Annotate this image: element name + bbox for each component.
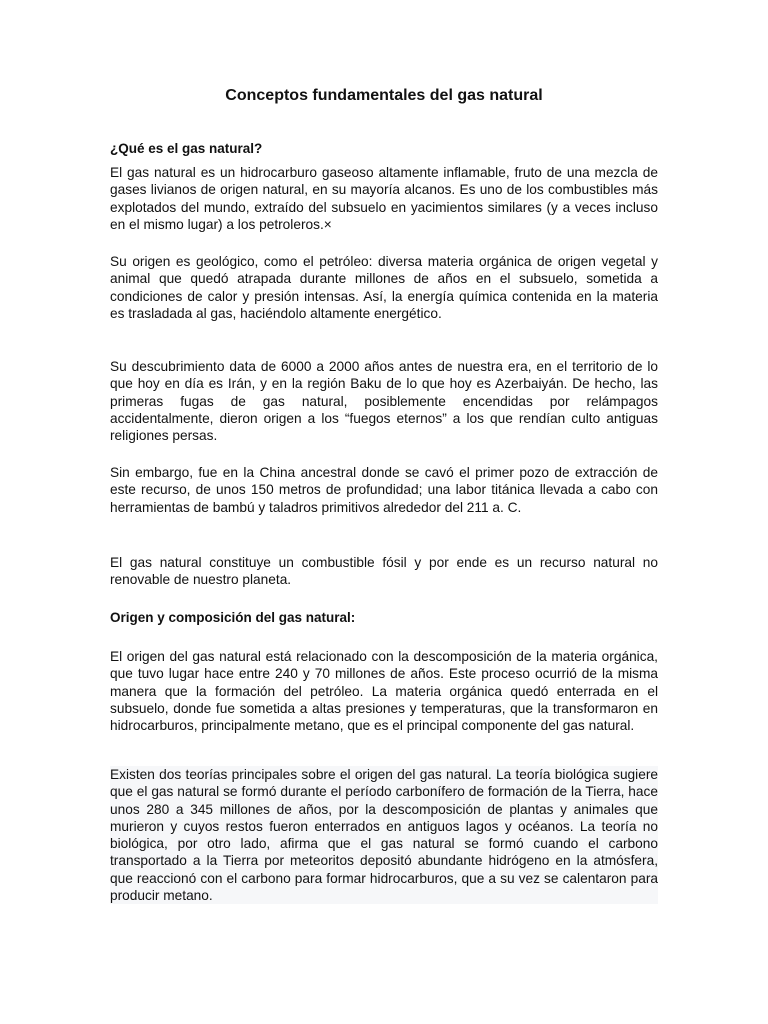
paragraph: Su descubrimiento data de 6000 a 2000 años antes de nuestra era, en el territorio de lo que hoy en día es Irán, y en la región Baku de lo que hoy es Azerbaiyán. De hecho, las primeras fugas de gas natural, posiblemente encendidas por relámpagos accidentalmente, dieron origen a los “fuegos eternos” a los que rendían culto antiguas religiones persas. bbox=[110, 359, 658, 444]
section-heading-que-es: ¿Qué es el gas natural? bbox=[110, 141, 263, 156]
paragraph: El gas natural es un hidrocarburo gaseoso altamente inflamable, fruto de una mezcla de gases livianos de origen natural, en su mayoría alcanos. Es uno de los combustibles más explotados del mundo, extraído del subsuelo en yacimientos similares (y a veces incluso en el mismo lugar) a los petroleros.× bbox=[110, 165, 658, 232]
document-title: Conceptos fundamentales del gas natural bbox=[225, 87, 543, 104]
paragraph: Su origen es geológico, como el petróleo: diversa materia orgánica de origen vegetal y animal que quedó atrapada durante millones de años en el subsuelo, sometida a condiciones de calor y presión intensas. Así, la energía química contenida en la materia es trasladada al gas, haciéndolo altamente energético. bbox=[110, 254, 658, 321]
section-heading-origen: Origen y composición del gas natural: bbox=[110, 610, 356, 625]
paragraph: El origen del gas natural está relacionado con la descomposición de la materia orgánica, que tuvo lugar hace entre 240 y 70 millones de años. Este proceso ocurrió de la misma manera que la formación del petróleo. La materia orgánica quedó enterrada en el subsuelo, donde fue sometida a altas presiones y temperaturas, que la transformaron en hidrocarburos, principalmente metano, que es el principal componente del gas natural. bbox=[110, 649, 658, 734]
paragraph: Sin embargo, fue en la China ancestral donde se cavó el primer pozo de extracción de este recurso, de unos 150 metros de profundidad; una labor titánica llevada a cabo con herramientas de bambú y taladros primitivos alrededor del 211 a. C. bbox=[110, 465, 658, 515]
paragraph: El gas natural constituye un combustible fósil y por ende es un recurso natural no renovable de nuestro planeta. bbox=[110, 555, 658, 588]
paragraph: Existen dos teorías principales sobre el origen del gas natural. La teoría biológica sugiere que el gas natural se formó durante el período carbonífero de formación de la Tierra, hace unos 280 a 345 millones de años, por la descomposición de plantas y animales que murieron y cuyos restos fueron enterrados en antiguos lagos y océanos. La teoría no biológica, por otro lado, afirma que el gas natural se formó cuando el carbono transportado a la Tierra por meteoritos depositó abundante hidrógeno en la atmósfera, que reaccionó con el carbono para formar hidrocarburos, que a su vez se calentaron para producir metano. bbox=[110, 767, 658, 904]
